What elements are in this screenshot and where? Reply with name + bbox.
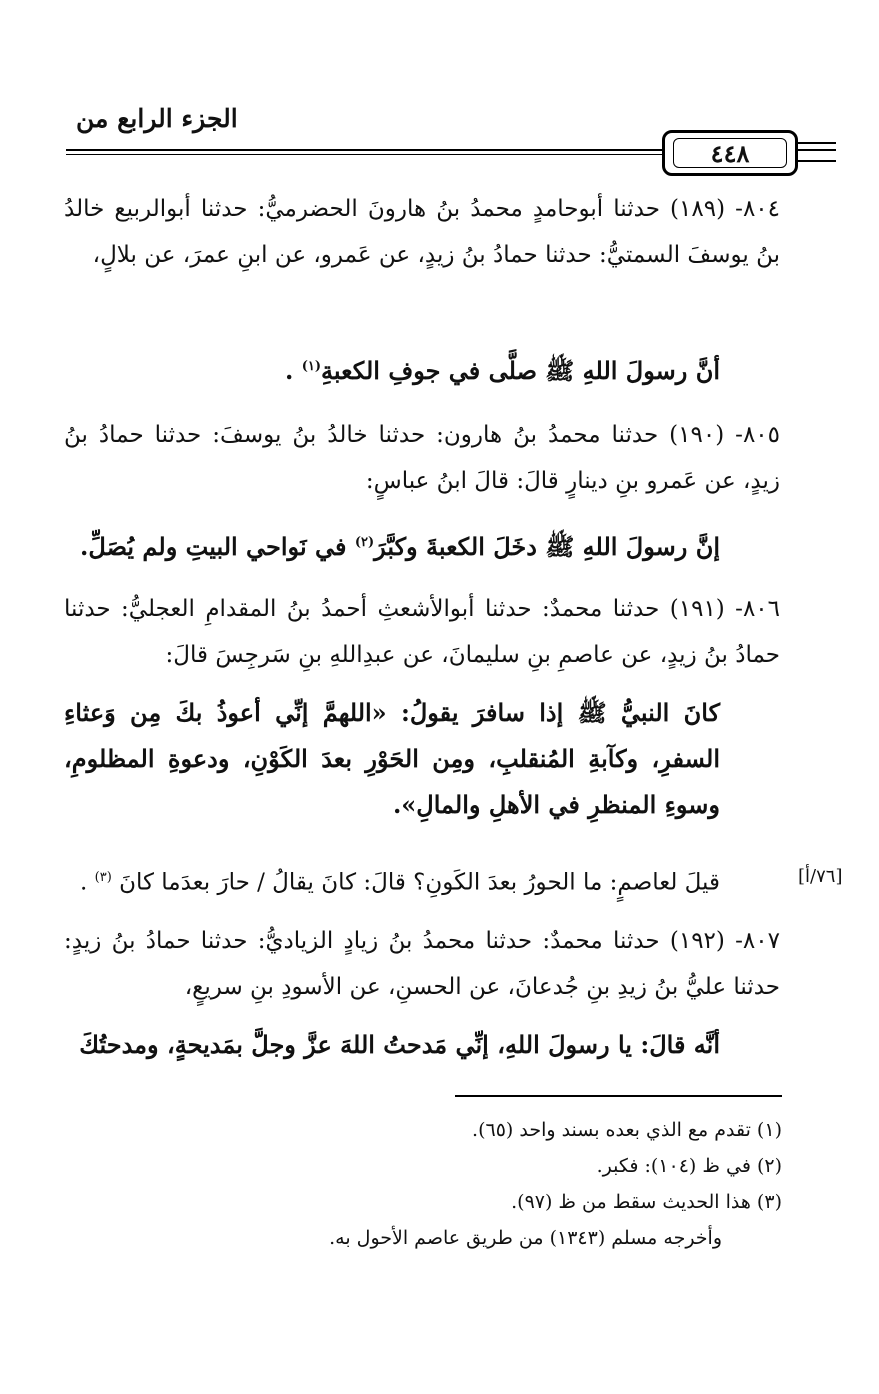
footnote-2: (٢) في ظ (١٠٤): فكبر. [596, 1155, 782, 1177]
hadith-805-matn [64, 520, 780, 570]
hadith-807-isnad [64, 918, 780, 1010]
page-header [66, 104, 826, 168]
matn-text: أنَّه قالَ: يا رسولَ اللهِ، إنِّي مَدحتُ اللهَ عزَّ وجلَّ بمَديحةٍ، ومدحتُكَ [79, 1030, 720, 1059]
hadith-806-note: قيلَ لعاصمٍ: ما الحورُ بعدَ الكَونِ؟ قالَ: كانَ يقالُ / حارَ بعدَما كانَ $^{(٣)}$ . [80, 869, 720, 896]
footnote-3-continuation: وأخرجه مسلم (١٣٤٣) من طريق عاصم الأحول به. [329, 1227, 722, 1249]
hadith-807-matn [64, 1022, 780, 1068]
footnote-marker: (٢) [354, 535, 375, 550]
footnotes [200, 1112, 782, 1256]
page-number-frame [662, 130, 798, 176]
isnad-text: ٨٠٤- (١٨٩) حدثنا أبوحامدٍ محمدُ بنُ هارونَ الحضرميُّ: حدثنا أبوالربيع خالدُ بنُ يوسفَ السمتيُّ: حدثنا حمادُ بنُ زيدٍ، عن عَمرو، عن ابنِ عمرَ، عن بلالٍ، [64, 196, 780, 268]
running-title: الجزء الرابع من [76, 104, 238, 133]
manuscript-folio-note: [٧٦/أ] [798, 866, 843, 887]
matn-text: إنَّ رسولَ اللهِ ﷺ دخَلَ الكعبةَ وكبَّرَ [374, 532, 720, 561]
hadith-805-isnad [64, 412, 780, 504]
page-number: ٤٤٨ [673, 138, 787, 168]
isnad-text: ٨٠٧- (١٩٢) حدثنا محمدٌ: حدثنا محمدُ بنُ زيادٍ الزياديُّ: حدثنا حمادُ بنُ زيدٍ: حدثنا عليُّ بنُ زيدِ بنِ جُدعانَ، عن الحسنِ، عن الأسودِ بنِ سريعٍ، [64, 928, 780, 1000]
isnad-text: ٨٠٦- (١٩١) حدثنا محمدٌ: حدثنا أبوالأشعثِ أحمدُ بنُ المقدامِ العجليُّ: حدثنا حمادُ بنُ زيدٍ، عن عاصمِ بنِ سليمانَ، عن عبدِاللهِ بنِ سَرجِسَ قالَ: [64, 596, 781, 668]
hadith-804-isnad [64, 186, 780, 278]
matn-text: أنَّ رسولَ اللهِ ﷺ صلَّى في جوفِ الكعبةِ [321, 356, 720, 385]
matn-text: كانَ النبيُّ ﷺ إذا سافرَ يقولُ: «اللهمَّ إنِّي أعوذُ بكَ مِن وَعثاءِ السفرِ، وكآبةِ المُنقلبِ، ومِن الحَوْرِ بعدَ الكَوْنِ، ودعوةِ المظلومِ، وسوءِ المنظرِ في الأهلِ والمالِ». [64, 698, 721, 819]
footnote-separator [455, 1095, 782, 1097]
header-rule-thin [66, 154, 671, 155]
hadith-806-matn [64, 690, 780, 828]
footnote-marker: (٣) [94, 870, 112, 885]
matn-text-end: في نَواحي البيتِ ولم يُصَلِّ. [80, 532, 347, 561]
header-rule [66, 149, 671, 151]
footnote-1: (١) تقدم مع الذي بعده بسند واحد (٦٥). [472, 1119, 782, 1141]
isnad-text: ٨٠٥- (١٩٠) حدثنا محمدُ بنُ هارون: حدثنا خالدُ بنُ يوسفَ: حدثنا حمادُ بنُ زيدٍ، عن عَمرو بنِ دينارٍ قالَ: قالَ ابنُ عباسٍ: [64, 422, 780, 494]
hadith-806-isnad [64, 586, 780, 678]
hadith-804-matn: أنَّ رسولَ اللهِ ﷺ صلَّى في جوفِ الكعبةِ$^{(١)}$ . [285, 356, 720, 385]
footnote-3: (٣) هذا الحديث سقط من ظ (٩٧). [511, 1191, 782, 1213]
footnote-marker: (١) [301, 359, 322, 374]
note-text: قيلَ لعاصمٍ: ما الحورُ بعدَ الكَونِ؟ قالَ: كانَ يقالُ / حارَ بعدَما كانَ [119, 869, 720, 896]
header-ornament [796, 142, 836, 162]
